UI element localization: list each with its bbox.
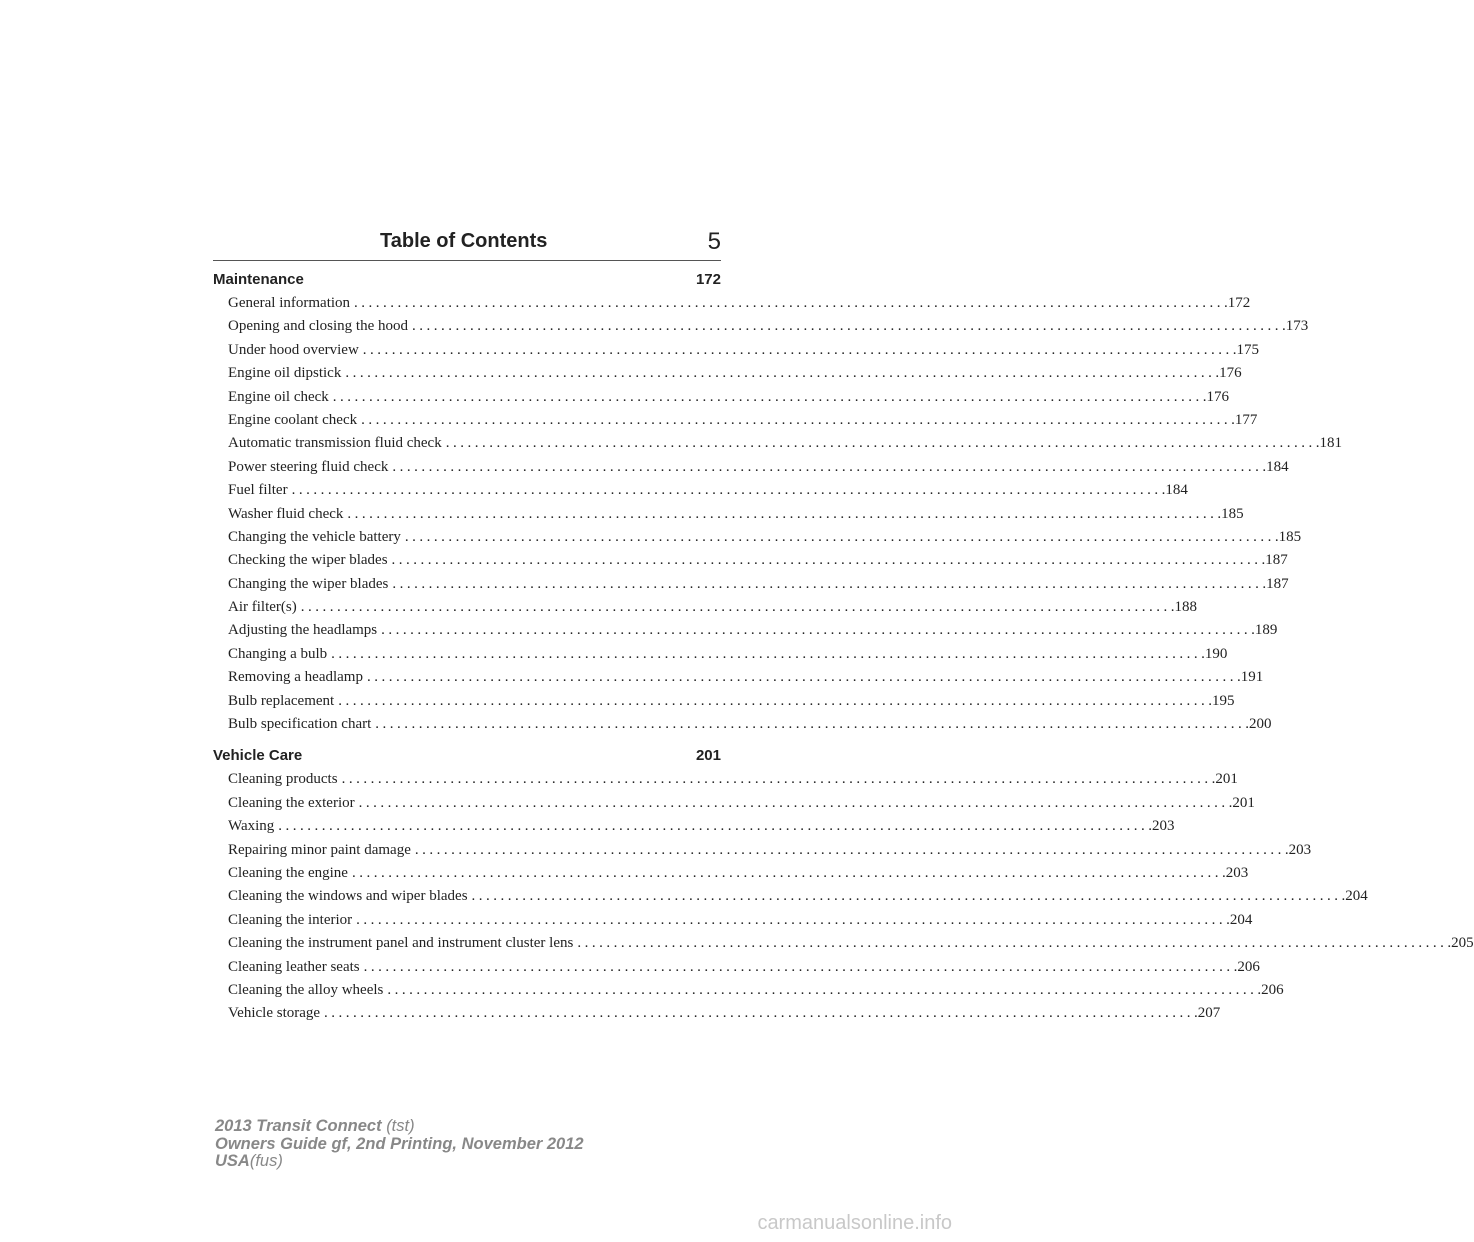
toc-section-heading[interactable] [213, 268, 721, 292]
toc-section-heading[interactable] [213, 744, 721, 768]
dot-leader: ........................................................................................................................ [392, 575, 1263, 592]
toc-entry[interactable] [213, 503, 1244, 526]
entry-page: .184 [1161, 482, 1188, 499]
entry-title: Cleaning the exterior [228, 794, 355, 811]
entry-page: .189 [1251, 622, 1278, 639]
entry-page: .203 [1284, 841, 1312, 858]
dot-leader: ........................................................................................................................ [362, 341, 1233, 358]
watermark: carmanualsonline.info [757, 1212, 952, 1234]
entry-title: Changing the wiper blades [228, 575, 389, 592]
entry-title: Under hood overview [228, 341, 359, 358]
entry-page: .185 [1217, 505, 1244, 522]
entry-page: .172 [1224, 295, 1251, 311]
toc-entry[interactable] [213, 619, 1278, 642]
toc-entry[interactable] [213, 792, 1255, 815]
toc-entry[interactable] [213, 432, 1342, 455]
toc-entry[interactable] [213, 362, 1242, 385]
entry-title: Checking the wiper blades [228, 552, 388, 569]
dot-leader: ........................................................................................................................ [445, 435, 1316, 452]
entry-title: Automatic transmission fluid check [228, 435, 442, 452]
entry-title: Cleaning the alloy wheels [228, 981, 384, 998]
toc-entry[interactable] [213, 815, 1175, 838]
toc-entry[interactable] [213, 292, 1251, 315]
dot-leader: ........................................................................................................................ [391, 552, 1262, 569]
toc-entry[interactable] [213, 315, 1309, 338]
dot-leader: ........................................................................................................................ [356, 911, 1227, 928]
entry-page: .176 [1202, 388, 1230, 405]
entry-page: .187 [1262, 575, 1289, 592]
entry-title: Cleaning products [228, 771, 338, 788]
entry-title: Repairing minor paint damage [228, 841, 411, 858]
toc-entry[interactable] [213, 885, 1368, 908]
page-title: Table of Contents [380, 230, 548, 252]
toc-entry[interactable] [213, 909, 1253, 932]
entry-page: .181 [1315, 435, 1342, 452]
dot-leader: ........................................................................................................................ [375, 716, 1246, 733]
toc-entry[interactable] [213, 526, 1302, 549]
toc-entry[interactable] [213, 932, 1474, 955]
dot-leader: ........................................................................................................................ [358, 794, 1229, 811]
entry-page: .204 [1341, 888, 1368, 905]
entry-page: .177 [1231, 411, 1258, 428]
dot-leader: ........................................................................................................................ [361, 411, 1232, 428]
toc-entry[interactable] [213, 713, 1272, 736]
entry-title: Cleaning leather seats [228, 958, 360, 975]
dot-leader: ........................................................................................................................ [387, 981, 1258, 998]
toc-entry[interactable] [213, 549, 1288, 572]
entry-title: Vehicle storage [228, 1005, 321, 1022]
entry-title: Opening and closing the hood [228, 318, 408, 335]
toc-entry[interactable] [213, 409, 1258, 432]
entry-page: .203 [1221, 864, 1249, 881]
dot-leader: ........................................................................................................................ [351, 864, 1222, 881]
dot-leader: ........................................................................................................................ [354, 295, 1225, 311]
footer-market: USA [215, 1152, 250, 1170]
dot-leader: ........................................................................................................................ [366, 669, 1237, 686]
entry-title: Adjusting the headlamps [228, 622, 378, 639]
entry-title: Cleaning the instrument panel and instrument cluster lens [228, 935, 574, 952]
dot-leader: ........................................................................................................................ [404, 528, 1275, 545]
dot-leader: ........................................................................................................................ [324, 1005, 1195, 1022]
toc-entry[interactable] [213, 596, 1197, 619]
dot-leader: ........................................................................................................................ [341, 771, 1212, 788]
dot-leader: ........................................................................................................................ [577, 935, 1448, 952]
toc-entry[interactable] [213, 839, 1312, 862]
dot-leader: ........................................................................................................................ [278, 818, 1149, 835]
toc-entry[interactable] [213, 956, 1260, 979]
entry-title: Cleaning the engine [228, 864, 348, 881]
dot-leader: ........................................................................................................................ [471, 888, 1342, 905]
dot-leader: ........................................................................................................................ [338, 692, 1209, 709]
entry-page: .185 [1274, 528, 1302, 545]
toc-entry[interactable] [213, 690, 1235, 713]
toc-entry[interactable] [213, 386, 1230, 409]
footer-model-code: (tst) [386, 1117, 415, 1135]
page-number: 5 [707, 228, 721, 255]
toc-entry[interactable] [213, 979, 1284, 1002]
entry-title: Cleaning the interior [228, 911, 353, 928]
entry-page: .173 [1281, 318, 1309, 335]
entry-title: Engine oil check [228, 388, 329, 405]
entry-page: .175 [1232, 341, 1260, 358]
entry-page: .206 [1257, 981, 1284, 998]
entry-title: Bulb replacement [228, 692, 335, 709]
toc-entry[interactable] [213, 339, 1260, 362]
entry-page: .184 [1262, 458, 1289, 475]
entry-title: Bulb specification chart [228, 716, 372, 733]
footer-model: 2013 Transit Connect [215, 1117, 382, 1135]
dot-leader: ........................................................................................................................ [300, 599, 1171, 616]
dot-leader: ........................................................................................................................ [331, 645, 1202, 662]
document-footer [215, 1118, 584, 1171]
entry-title: General information [228, 295, 351, 311]
toc-entry[interactable] [213, 862, 1249, 885]
entry-page: .191 [1236, 669, 1264, 686]
dot-leader: ........................................................................................................................ [392, 458, 1263, 475]
entry-page: .204 [1226, 911, 1253, 928]
entry-title: Removing a headlamp [228, 669, 363, 686]
entry-title: Engine oil dipstick [228, 365, 342, 382]
dot-leader: ........................................................................................................................ [345, 365, 1216, 382]
entry-title: Engine coolant check [228, 411, 358, 428]
entry-title: Changing the vehicle battery [228, 528, 401, 545]
dot-leader: ........................................................................................................................ [347, 505, 1218, 522]
entry-title: Waxing [228, 818, 275, 835]
dot-leader: ........................................................................................................................ [363, 958, 1234, 975]
toc-entry[interactable] [213, 456, 1289, 479]
footer-market-code: (fus) [249, 1152, 283, 1170]
entry-title: Air filter(s) [228, 599, 297, 616]
entry-page: .206 [1233, 958, 1260, 975]
entry-page: .203 [1148, 818, 1175, 835]
entry-page: .201 [1228, 794, 1255, 811]
entry-title: Power steering fluid check [228, 458, 389, 475]
section-page: 172 [695, 271, 721, 288]
entry-page: .201 [1211, 771, 1238, 788]
entry-page: .205 [1447, 935, 1474, 952]
dot-leader: ........................................................................................................................ [414, 841, 1285, 858]
toc-entry[interactable] [213, 643, 1228, 666]
dot-leader: ........................................................................................................................ [332, 388, 1203, 405]
page-header [213, 230, 721, 261]
table-of-contents [213, 268, 1474, 1026]
entry-title: Changing a bulb [228, 645, 328, 662]
entry-title: Washer fluid check [228, 505, 344, 522]
entry-page: .187 [1261, 552, 1288, 569]
dot-leader: ........................................................................................................................ [381, 622, 1252, 639]
toc-entry[interactable] [213, 479, 1188, 502]
entry-title: Fuel filter [228, 482, 288, 499]
toc-entry[interactable] [213, 768, 1238, 791]
entry-page: .190 [1201, 645, 1228, 662]
entry-page: .176 [1215, 365, 1242, 382]
section-title: Maintenance [213, 271, 304, 288]
entry-page: .200 [1245, 716, 1272, 733]
footer-printing: Owners Guide gf, 2nd Printing, November 2012 [215, 1134, 584, 1153]
toc-entry[interactable] [213, 1002, 1221, 1025]
dot-leader: ........................................................................................................................ [411, 318, 1282, 335]
entry-title: Cleaning the windows and wiper blades [228, 888, 468, 905]
toc-entry[interactable] [213, 573, 1289, 596]
section-title: Vehicle Care [213, 747, 303, 765]
dot-leader: ........................................................................................................................ [291, 482, 1162, 499]
entry-page: .207 [1194, 1005, 1221, 1022]
entry-page: .188 [1170, 599, 1197, 616]
toc-entry[interactable] [213, 666, 1264, 689]
entry-page: .195 [1208, 692, 1235, 709]
section-page: 201 [695, 747, 721, 765]
